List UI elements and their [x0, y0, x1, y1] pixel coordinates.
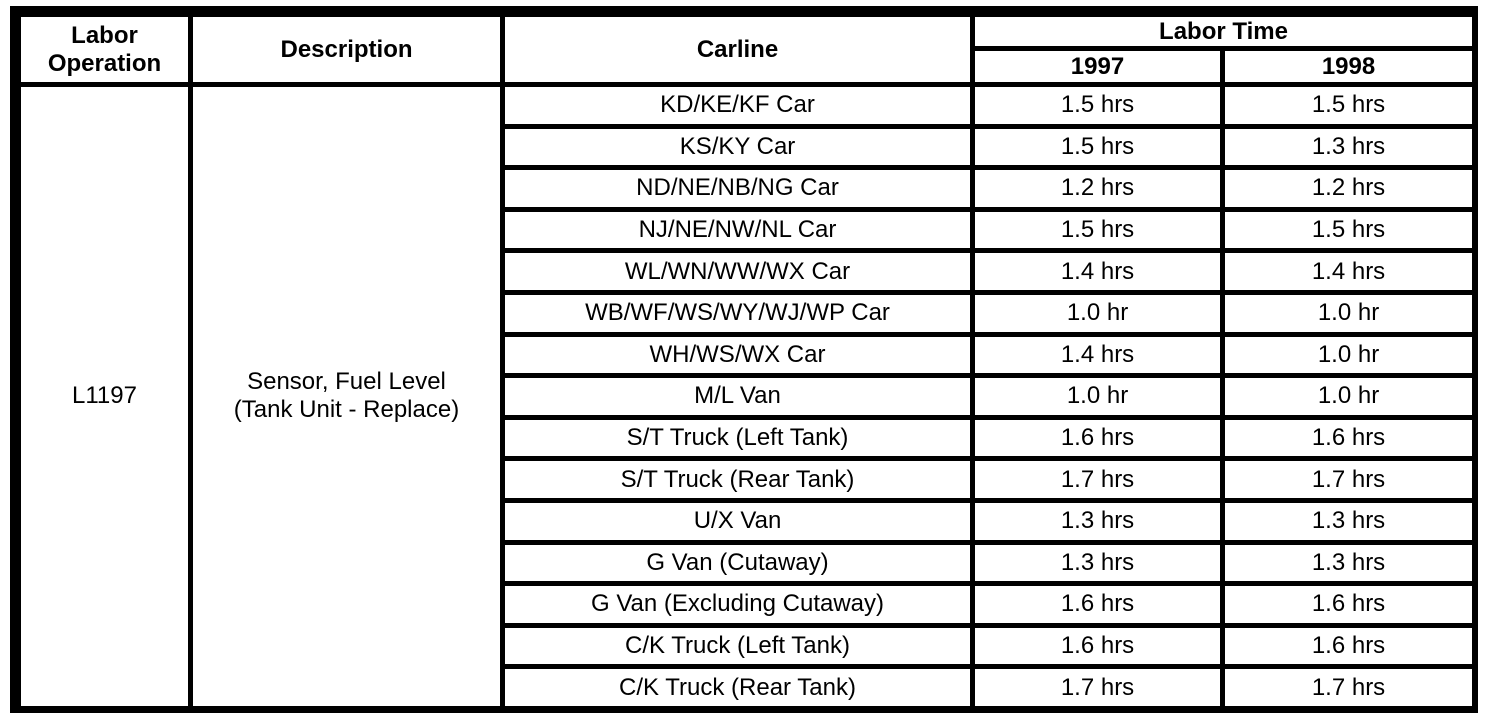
time-1998-cell: 1.3 hrs — [1223, 500, 1475, 542]
time-1998-cell: 1.0 hr — [1223, 334, 1475, 376]
time-1997-cell: 1.6 hrs — [973, 417, 1223, 459]
time-1998-cell: 1.6 hrs — [1223, 584, 1475, 626]
carline-cell: KS/KY Car — [503, 126, 973, 168]
time-1997-cell: 1.2 hrs — [973, 168, 1223, 210]
header-description: Description — [191, 15, 503, 85]
carline-cell: G Van (Excluding Cutaway) — [503, 584, 973, 626]
time-1998-cell: 1.3 hrs — [1223, 542, 1475, 584]
carline-cell: S/T Truck (Rear Tank) — [503, 459, 973, 501]
time-1997-cell: 1.7 hrs — [973, 667, 1223, 709]
time-1997-cell: 1.4 hrs — [973, 251, 1223, 293]
carline-cell: ND/NE/NB/NG Car — [503, 168, 973, 210]
description-cell — [191, 85, 503, 709]
time-1997-cell: 1.5 hrs — [973, 85, 1223, 127]
description-line1: Sensor, Fuel Level — [247, 368, 446, 396]
time-1998-cell: 1.6 hrs — [1223, 417, 1475, 459]
header-carline: Carline — [503, 15, 973, 85]
time-1997-cell: 1.0 hr — [973, 376, 1223, 418]
time-1998-cell: 1.0 hr — [1223, 376, 1475, 418]
time-1998-cell: 1.6 hrs — [1223, 625, 1475, 667]
time-1997-cell: 1.5 hrs — [973, 209, 1223, 251]
time-1997-cell: 1.0 hr — [973, 292, 1223, 334]
labor-time-table — [16, 12, 1477, 711]
carline-cell: C/K Truck (Left Tank) — [503, 625, 973, 667]
carline-cell: WL/WN/WW/WX Car — [503, 251, 973, 293]
time-1998-cell: 1.2 hrs — [1223, 168, 1475, 210]
time-1998-cell: 1.3 hrs — [1223, 126, 1475, 168]
time-1997-cell: 1.4 hrs — [973, 334, 1223, 376]
time-1997-cell: 1.6 hrs — [973, 584, 1223, 626]
header-labor-operation — [19, 15, 191, 85]
header-labor-operation-line2: Operation — [47, 49, 162, 77]
header-year-1998: 1998 — [1223, 49, 1475, 85]
time-1997-cell: 1.6 hrs — [973, 625, 1223, 667]
header-labor-time: Labor Time — [973, 15, 1475, 49]
time-1998-cell: 1.7 hrs — [1223, 459, 1475, 501]
time-1997-cell: 1.3 hrs — [973, 500, 1223, 542]
header-year-1997: 1997 — [973, 49, 1223, 85]
labor-operation-cell: L1197 — [19, 85, 191, 709]
table-row — [19, 85, 1475, 127]
time-1998-cell: 1.0 hr — [1223, 292, 1475, 334]
labor-time-table-frame — [10, 6, 1478, 713]
carline-cell: C/K Truck (Rear Tank) — [503, 667, 973, 709]
time-1998-cell: 1.5 hrs — [1223, 209, 1475, 251]
carline-cell: G Van (Cutaway) — [503, 542, 973, 584]
carline-cell: U/X Van — [503, 500, 973, 542]
time-1998-cell: 1.4 hrs — [1223, 251, 1475, 293]
carline-cell: KD/KE/KF Car — [503, 85, 973, 127]
carline-cell: M/L Van — [503, 376, 973, 418]
carline-cell: WB/WF/WS/WY/WJ/WP Car — [503, 292, 973, 334]
time-1998-cell: 1.7 hrs — [1223, 667, 1475, 709]
header-labor-operation-line1: Labor — [71, 21, 138, 49]
carline-cell: WH/WS/WX Car — [503, 334, 973, 376]
time-1997-cell: 1.5 hrs — [973, 126, 1223, 168]
time-1998-cell: 1.5 hrs — [1223, 85, 1475, 127]
carline-cell: S/T Truck (Left Tank) — [503, 417, 973, 459]
description-line2: (Tank Unit - Replace) — [233, 396, 460, 424]
time-1997-cell: 1.3 hrs — [973, 542, 1223, 584]
carline-cell: NJ/NE/NW/NL Car — [503, 209, 973, 251]
time-1997-cell: 1.7 hrs — [973, 459, 1223, 501]
